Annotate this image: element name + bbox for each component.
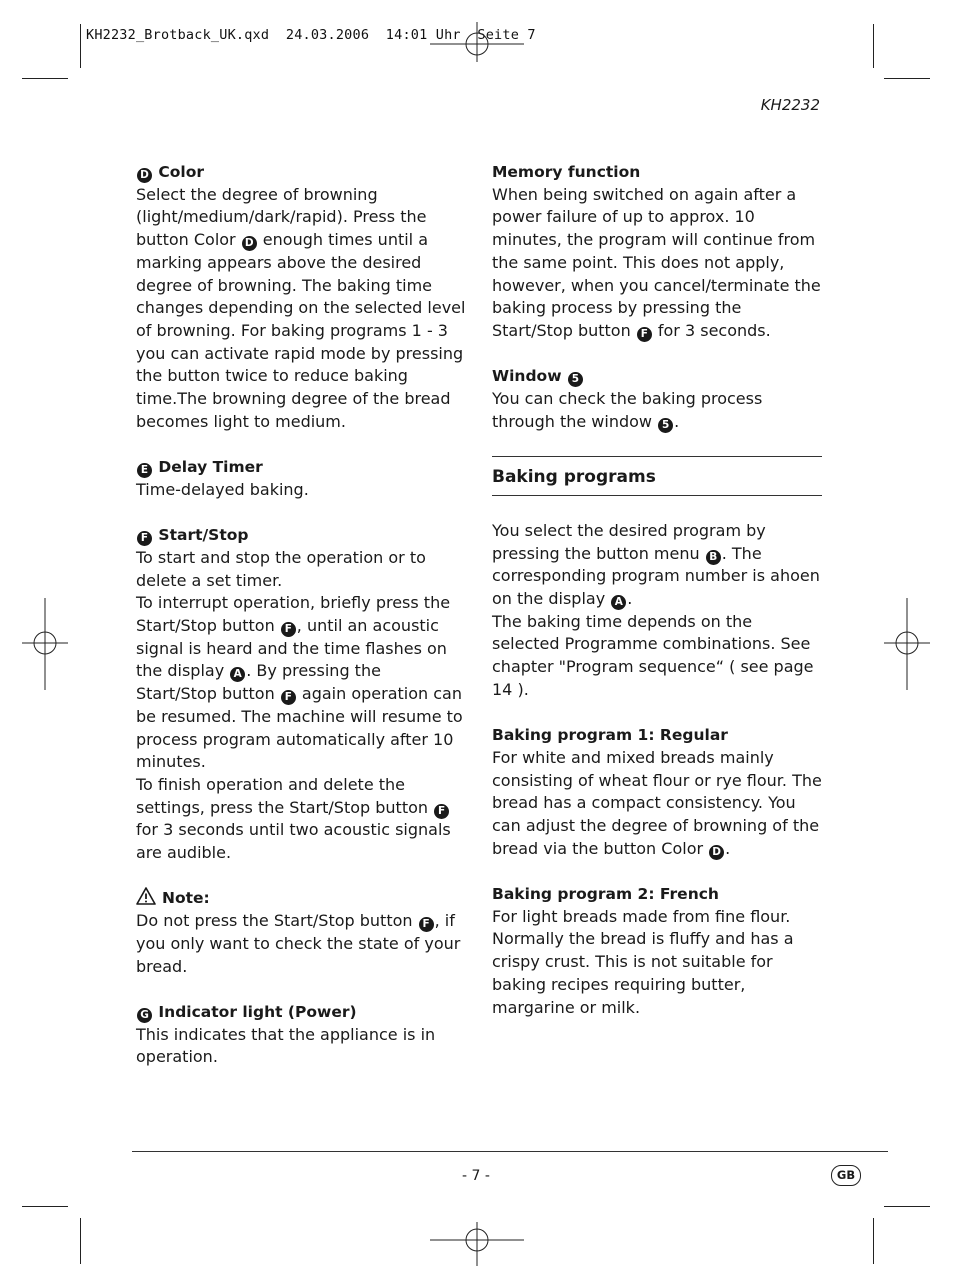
color-body: Select the degree of browning (light/medium/dark/rapid). Press the button Color D enough times until a marking appears above the desired degree of browning. The baking time changes depending on the selected level of browning. For baking programs 1 - 3 you can activate rapid mode by pressing the button twice to reduce baking time.The browning degree of the bread becomes light to medium. bbox=[136, 184, 466, 431]
delay-timer-section bbox=[136, 456, 466, 501]
memory-function-section bbox=[492, 161, 822, 343]
badge-d-icon: D bbox=[242, 236, 257, 251]
footer-divider bbox=[132, 1151, 888, 1152]
crop-mark bbox=[884, 78, 930, 79]
memory-function-body: When being switched on again after a power failure of up to approx. 10 minutes, the program will continue from the same point. This does not apply, however, when you cancel/terminate the baking process by pressing the Start/Stop button F for 3 seconds. bbox=[492, 184, 821, 340]
crop-mark bbox=[22, 78, 68, 79]
delay-timer-body: Time-delayed baking. bbox=[136, 479, 309, 499]
memory-function-heading: Memory function bbox=[492, 163, 641, 181]
color-section bbox=[136, 161, 466, 433]
program-regular-heading: Baking program 1: Regular bbox=[492, 726, 728, 745]
model-number: KH2232 bbox=[760, 96, 820, 114]
badge-5-icon: 5 bbox=[568, 372, 583, 387]
registration-mark-icon bbox=[22, 598, 68, 690]
badge-f-icon: F bbox=[637, 327, 652, 342]
badge-f-icon: F bbox=[419, 917, 434, 932]
badge-e-icon: E bbox=[137, 463, 152, 478]
registration-mark-icon bbox=[884, 598, 930, 690]
program-french-heading: Baking program 2: French bbox=[492, 885, 719, 904]
warning-icon bbox=[136, 887, 156, 905]
crop-mark bbox=[22, 1206, 68, 1207]
intro-body-2: The baking time depends on the selected Programme combinations. See chapter "Program sequence“ ( see page 14 ). bbox=[492, 611, 814, 699]
registration-mark-icon bbox=[430, 22, 524, 62]
window-heading: Window 5 bbox=[492, 365, 822, 388]
badge-d-icon: D bbox=[709, 845, 724, 860]
start-stop-body-3: To finish operation and delete the settings, press the Start/Stop button F for 3 seconds until two acoustic signals are audible. bbox=[136, 774, 451, 863]
badge-f-icon: F bbox=[137, 531, 152, 546]
badge-d-icon: D bbox=[137, 168, 152, 183]
country-badge: GB bbox=[831, 1165, 861, 1186]
badge-f-icon: F bbox=[434, 804, 449, 819]
print-slug: KH2232_Brotback_UK.qxd 24.03.2006 14:01 Uhr Seite 7 bbox=[86, 27, 536, 43]
badge-f-icon: F bbox=[281, 690, 296, 705]
start-stop-body-2: To interrupt operation, briefly press the Start/Stop button F , until an acoustic signal is heard and the time flashes on the display A . By pressing the Start/Stop button F again operation can be resumed. The machine will resume to process program automatically after 10 minutes. bbox=[136, 593, 463, 772]
intro-body-1: You select the desired program by pressing the button menu B . The corresponding program number is ahoen on the display A . bbox=[492, 520, 820, 608]
window-section bbox=[492, 365, 822, 433]
crop-mark bbox=[80, 24, 81, 68]
window-body: You can check the baking process through the window 5 . bbox=[492, 389, 763, 431]
crop-mark bbox=[884, 1206, 930, 1207]
start-stop-section bbox=[136, 524, 466, 865]
program-regular-section bbox=[492, 724, 822, 860]
note-section bbox=[136, 887, 466, 978]
crop-mark bbox=[873, 24, 874, 68]
registration-mark-icon bbox=[430, 1222, 524, 1266]
note-heading: Note: bbox=[136, 887, 466, 910]
indicator-light-heading: G Indicator light (Power) bbox=[136, 1001, 466, 1024]
badge-5-icon: 5 bbox=[658, 418, 673, 433]
indicator-light-body: This indicates that the appliance is in operation. bbox=[136, 1024, 436, 1067]
crop-mark bbox=[80, 1218, 81, 1264]
page-number: - 7 - bbox=[462, 1168, 490, 1184]
program-regular-body: For white and mixed breads mainly consisting of wheat flour or rye flour. The bread has a compact consistency. You can adjust the degree of browning of the bread via the button Color D . bbox=[492, 747, 822, 858]
delay-timer-heading: E Delay Timer bbox=[136, 456, 466, 479]
note-body: Do not press the Start/Stop button F , if you only want to check the state of your bread. bbox=[136, 911, 461, 976]
badge-a-icon: A bbox=[230, 667, 245, 682]
badge-a-icon: A bbox=[611, 595, 626, 610]
section-title-baking-programs: Baking programs bbox=[492, 456, 822, 496]
badge-f-icon: F bbox=[281, 622, 296, 637]
start-stop-body-1: To start and stop the operation or to delete a set timer. bbox=[136, 547, 426, 590]
program-french-section bbox=[492, 883, 822, 1019]
color-heading: D Color bbox=[136, 161, 466, 184]
start-stop-heading: F Start/Stop bbox=[136, 524, 466, 547]
badge-b-icon: B bbox=[706, 550, 721, 565]
left-column bbox=[136, 161, 466, 1092]
baking-programs-intro bbox=[492, 520, 822, 702]
indicator-light-section bbox=[136, 1001, 466, 1069]
program-french-body: For light breads made from fine flour. Normally the bread is fluffy and has a crispy crust. This is not suitable for baking recipes requiring butter, margarine or milk. bbox=[492, 906, 794, 1017]
badge-g-icon: G bbox=[137, 1008, 152, 1023]
crop-mark bbox=[873, 1218, 874, 1264]
right-column bbox=[492, 161, 822, 1042]
